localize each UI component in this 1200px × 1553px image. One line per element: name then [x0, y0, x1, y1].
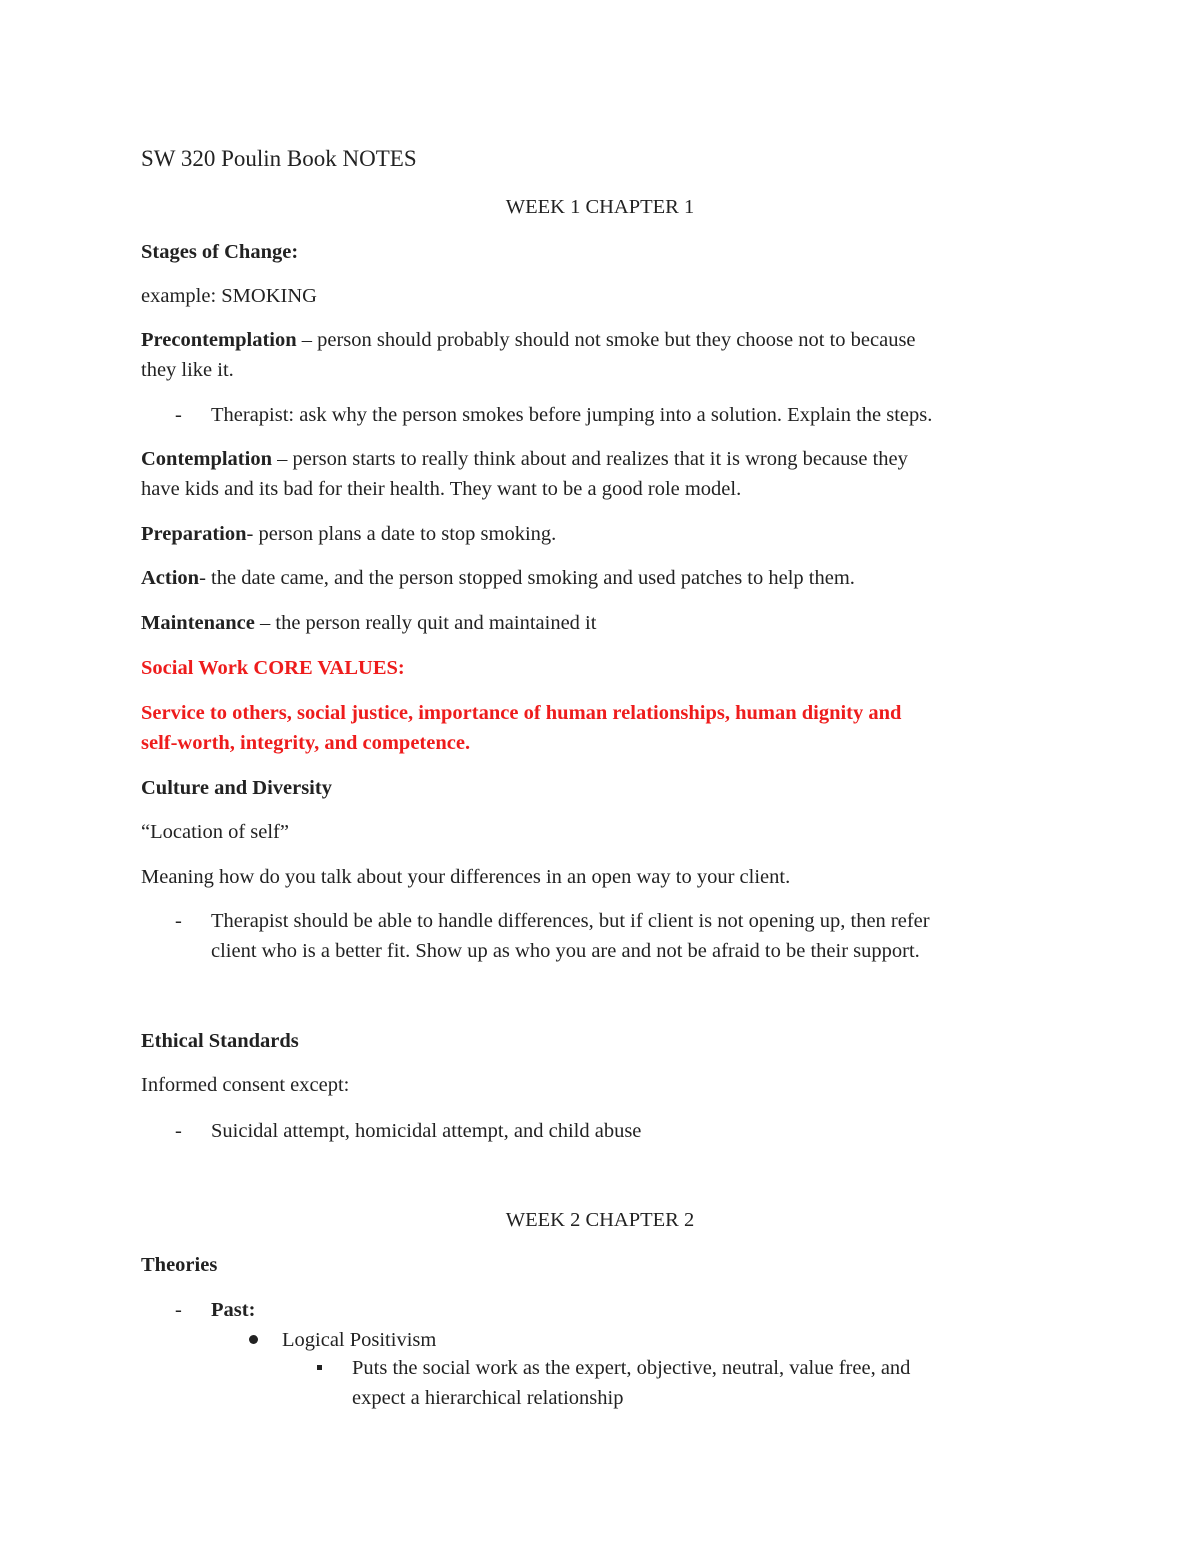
square-bullet-icon [317, 1365, 322, 1370]
culture-heading [141, 773, 332, 803]
precontemplation-note: Therapist: ask why the person smokes before jumping into a solution. Explain the steps. [211, 404, 933, 426]
core-values-heading: Social Work CORE VALUES: [141, 657, 405, 679]
precontemplation-term: Precontemplation [141, 329, 297, 351]
example-line: example: SMOKING [141, 285, 317, 307]
action-term: Action [141, 567, 200, 589]
action-line [141, 563, 855, 593]
logical-positivism-item: Logical Positivism [282, 1329, 437, 1351]
location-of-self: “Location of self” [141, 821, 289, 843]
precontemplation-line-2: they like it. [141, 359, 234, 381]
maintenance-line [141, 608, 596, 638]
informed-consent-line: Informed consent except: [141, 1074, 350, 1096]
meaning-line: Meaning how do you talk about your differences in an open way to your client. [141, 866, 791, 888]
dash-marker: - [175, 1120, 182, 1142]
maintenance-text: – the person really quit and maintained it [254, 612, 597, 634]
week-1-heading: WEEK 1 CHAPTER 1 [505, 196, 695, 218]
contemplation-text: – person starts to really think about and realizes that it is wrong because they [271, 448, 908, 470]
past-label-text: Past: [211, 1299, 256, 1321]
dash-marker: - [175, 910, 182, 932]
contemplation-line-1 [141, 444, 908, 474]
ethics-heading [141, 1026, 299, 1056]
core-values-line-2: self-worth, integrity, and competence. [141, 732, 471, 754]
dash-marker: - [175, 404, 182, 426]
culture-note-line-1: Therapist should be able to handle differences, but if client is not opening up, then refer [211, 910, 930, 932]
dash-marker: - [175, 1299, 182, 1321]
week-2-heading: WEEK 2 CHAPTER 2 [505, 1209, 695, 1231]
action-text: - the date came, and the person stopped smoking and used patches to help them. [199, 567, 855, 589]
ethics-heading-text: Ethical Standards [141, 1030, 299, 1052]
contemplation-line-2: have kids and its bad for their health. They want to be a good role model. [141, 478, 742, 500]
past-label [211, 1295, 255, 1325]
culture-heading-text: Culture and Diversity [141, 777, 332, 799]
maintenance-term: Maintenance [141, 612, 255, 634]
contemplation-term: Contemplation [141, 448, 272, 470]
theories-heading [141, 1250, 217, 1280]
bullet-icon [249, 1335, 258, 1344]
stages-heading [141, 237, 298, 267]
precontemplation-text: – person should probably should not smoke but they choose not to because [296, 329, 916, 351]
stages-heading-text: Stages of Change: [141, 241, 299, 263]
theories-heading-text: Theories [141, 1254, 218, 1276]
lp-note-line-2: expect a hierarchical relationship [352, 1387, 624, 1409]
core-values-line-1: Service to others, social justice, importance of human relationships, human dignity and [141, 702, 902, 724]
lp-note-line-1: Puts the social work as the expert, objective, neutral, value free, and [352, 1357, 911, 1379]
culture-note-line-2: client who is a better fit. Show up as who you are and not be afraid to be their support. [211, 940, 920, 962]
preparation-term: Preparation [141, 523, 247, 545]
precontemplation-line-1 [141, 325, 916, 355]
preparation-text: - person plans a date to stop smoking. [246, 523, 557, 545]
preparation-line [141, 519, 556, 549]
ethics-note: Suicidal attempt, homicidal attempt, and child abuse [211, 1120, 642, 1142]
document-title: SW 320 Poulin Book NOTES [141, 146, 417, 171]
